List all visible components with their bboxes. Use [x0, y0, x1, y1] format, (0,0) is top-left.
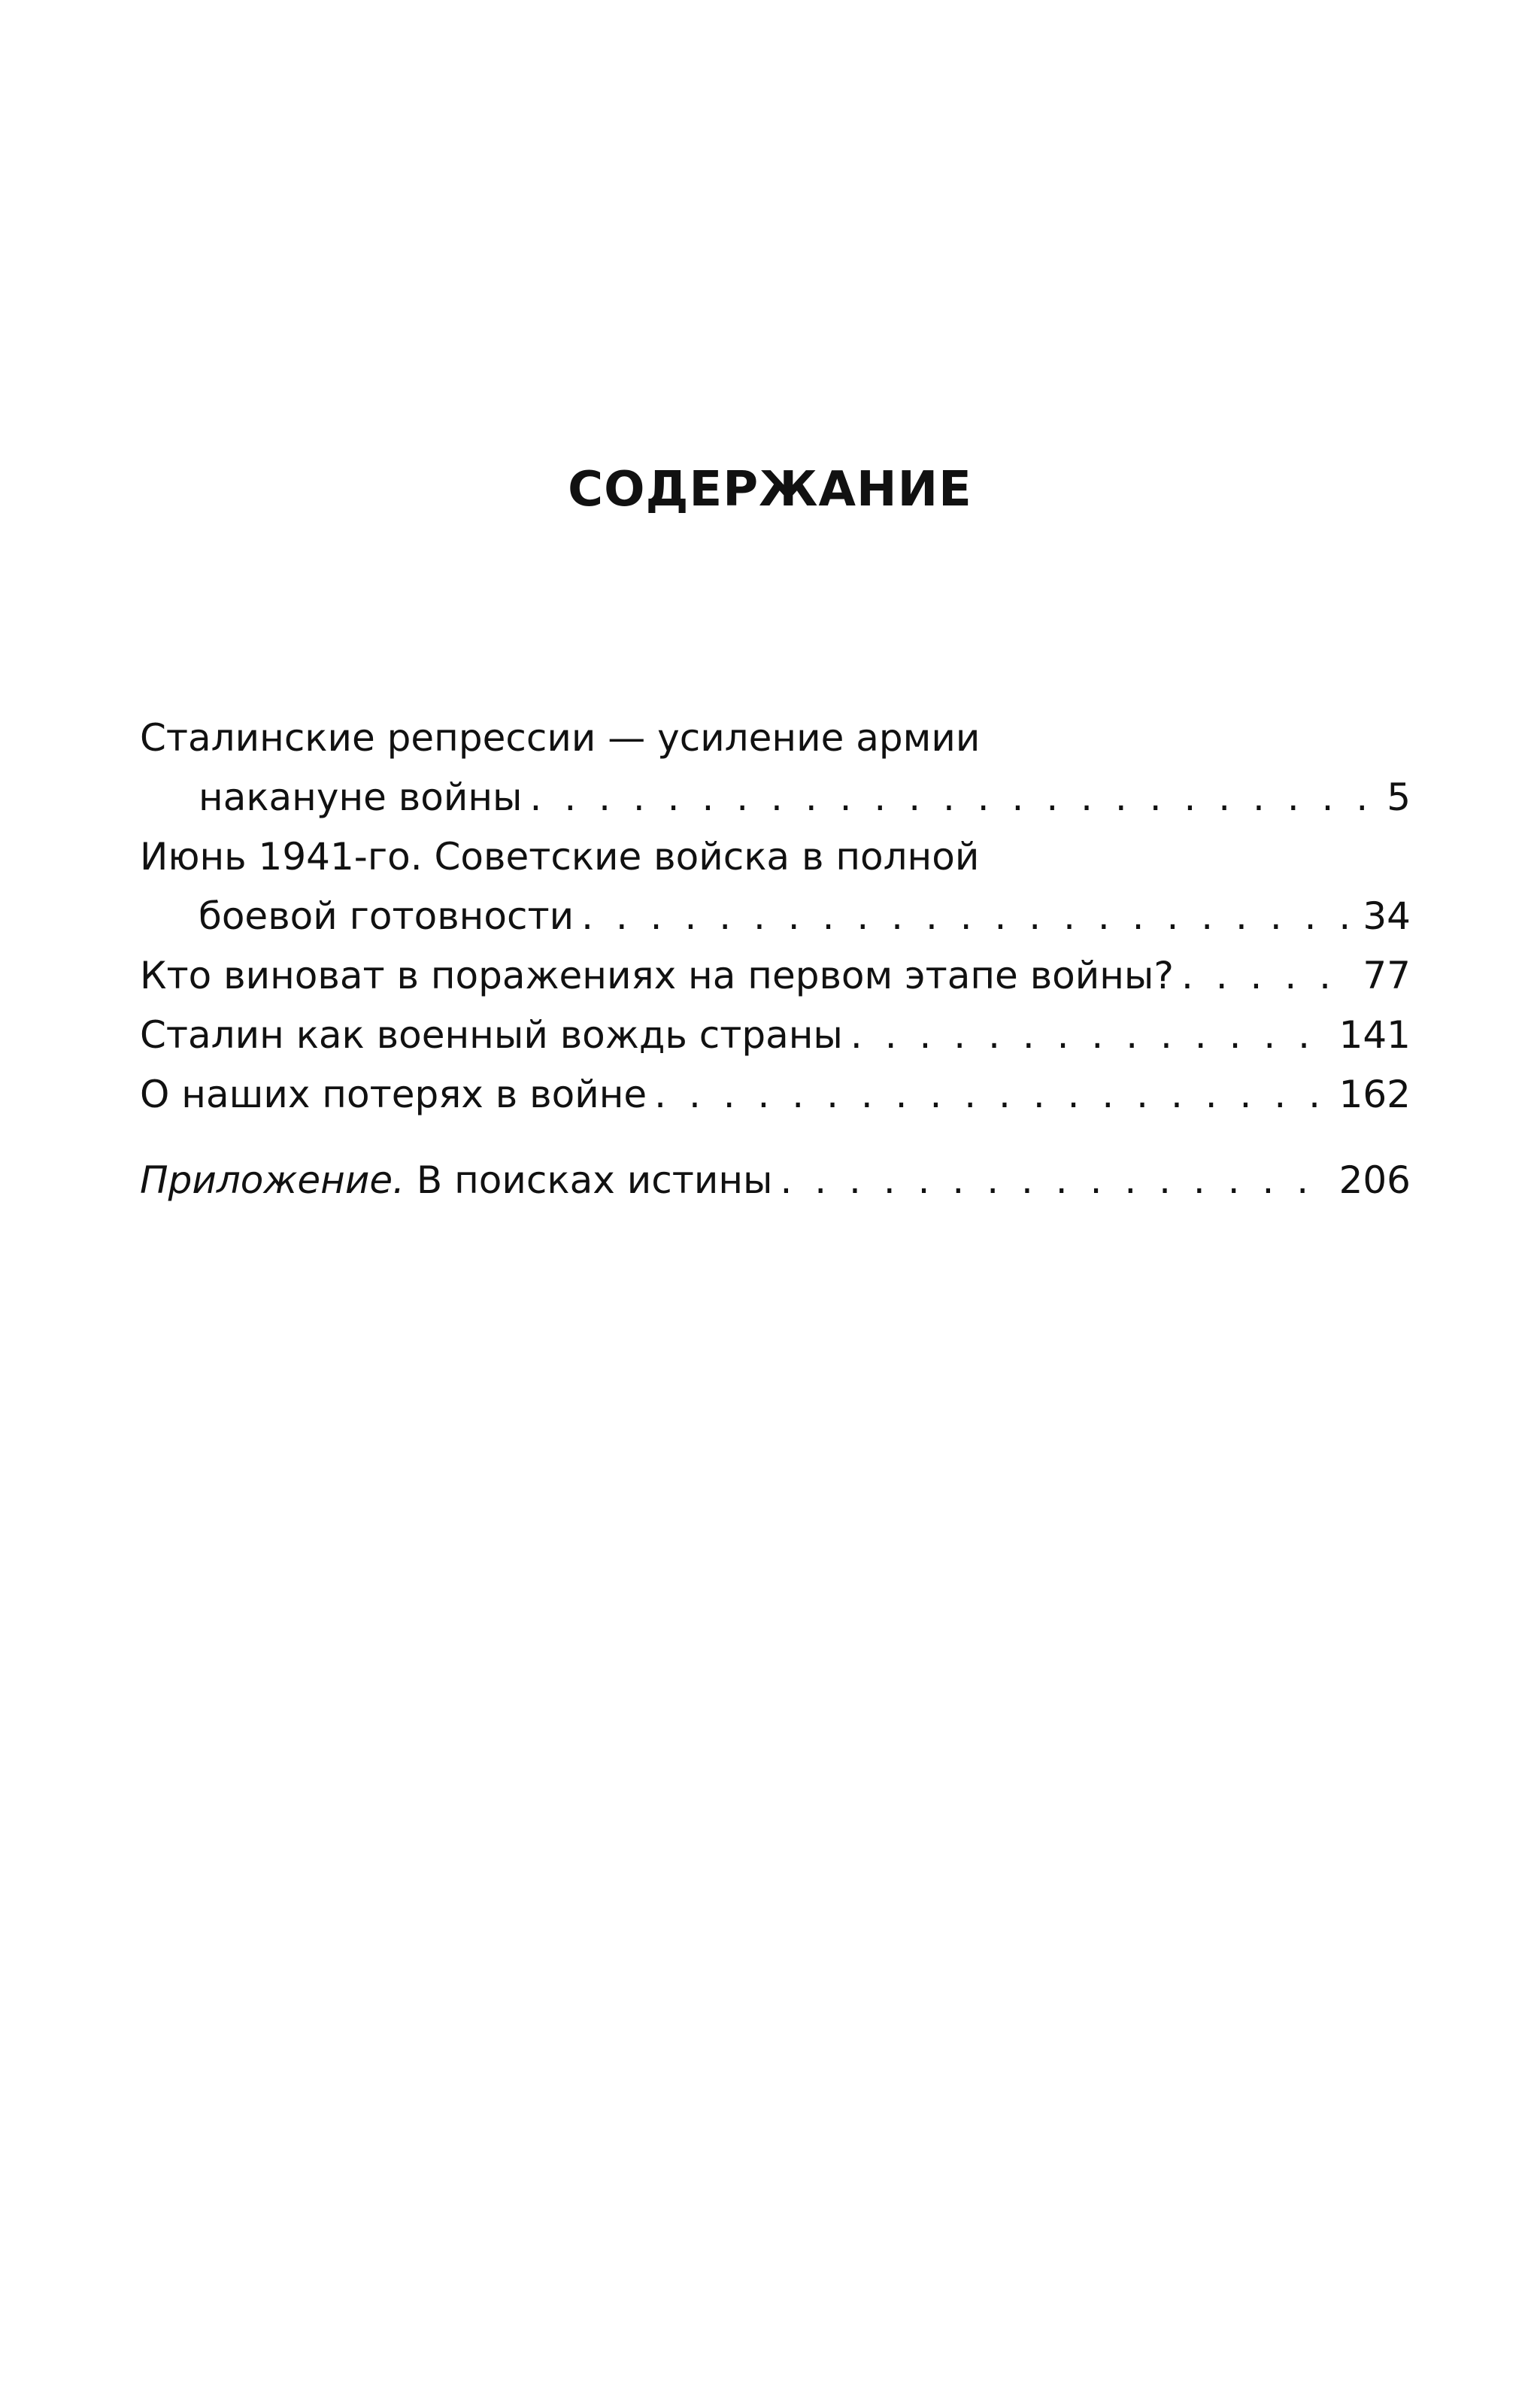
toc-entry-text: боевой готовности	[199, 894, 574, 938]
page-number: 206	[1338, 1158, 1411, 1202]
dot-leader	[581, 890, 1355, 942]
toc-entry-3	[140, 949, 1411, 1002]
dot-leader	[850, 1009, 1332, 1061]
toc-entry-text: Сталинские репрессии — усиление армии	[140, 716, 981, 760]
dot-leader	[1181, 949, 1355, 1002]
page-number: 34	[1363, 894, 1411, 938]
page-number: 5	[1387, 776, 1411, 819]
dot-leader	[780, 1154, 1331, 1207]
page-number: 77	[1363, 954, 1411, 997]
toc-entry-text: Июнь 1941-го. Советские войска в полной	[140, 835, 980, 879]
dot-leader	[530, 771, 1380, 824]
appendix-title: В поисках истины	[405, 1158, 773, 1202]
appendix-label: Приложение.	[140, 1158, 405, 1202]
toc-entry-4	[140, 1009, 1411, 1061]
toc-entry-text: Сталин как военный вождь страны	[140, 1013, 843, 1057]
toc-entry-2-line-1	[140, 830, 1411, 883]
toc-entry-appendix	[140, 1154, 1411, 1207]
toc-entry-text: Кто виноват в поражениях на первом этапе войны?	[140, 954, 1174, 997]
page-number: 141	[1338, 1013, 1411, 1057]
page-title: СОДЕРЖАНИЕ	[568, 462, 972, 518]
toc-entry-1-line-2	[199, 771, 1411, 824]
toc-entry-1-line-1	[140, 712, 1411, 764]
toc-entry-text: накануне войны	[199, 776, 523, 819]
toc-entry-5	[140, 1068, 1411, 1121]
toc-entry-text	[140, 1154, 772, 1207]
toc-entry-2-line-2	[199, 890, 1411, 942]
page-number: 162	[1338, 1073, 1411, 1116]
dot-leader	[654, 1068, 1331, 1121]
toc-entry-text: О наших потерях в войне	[140, 1073, 647, 1116]
